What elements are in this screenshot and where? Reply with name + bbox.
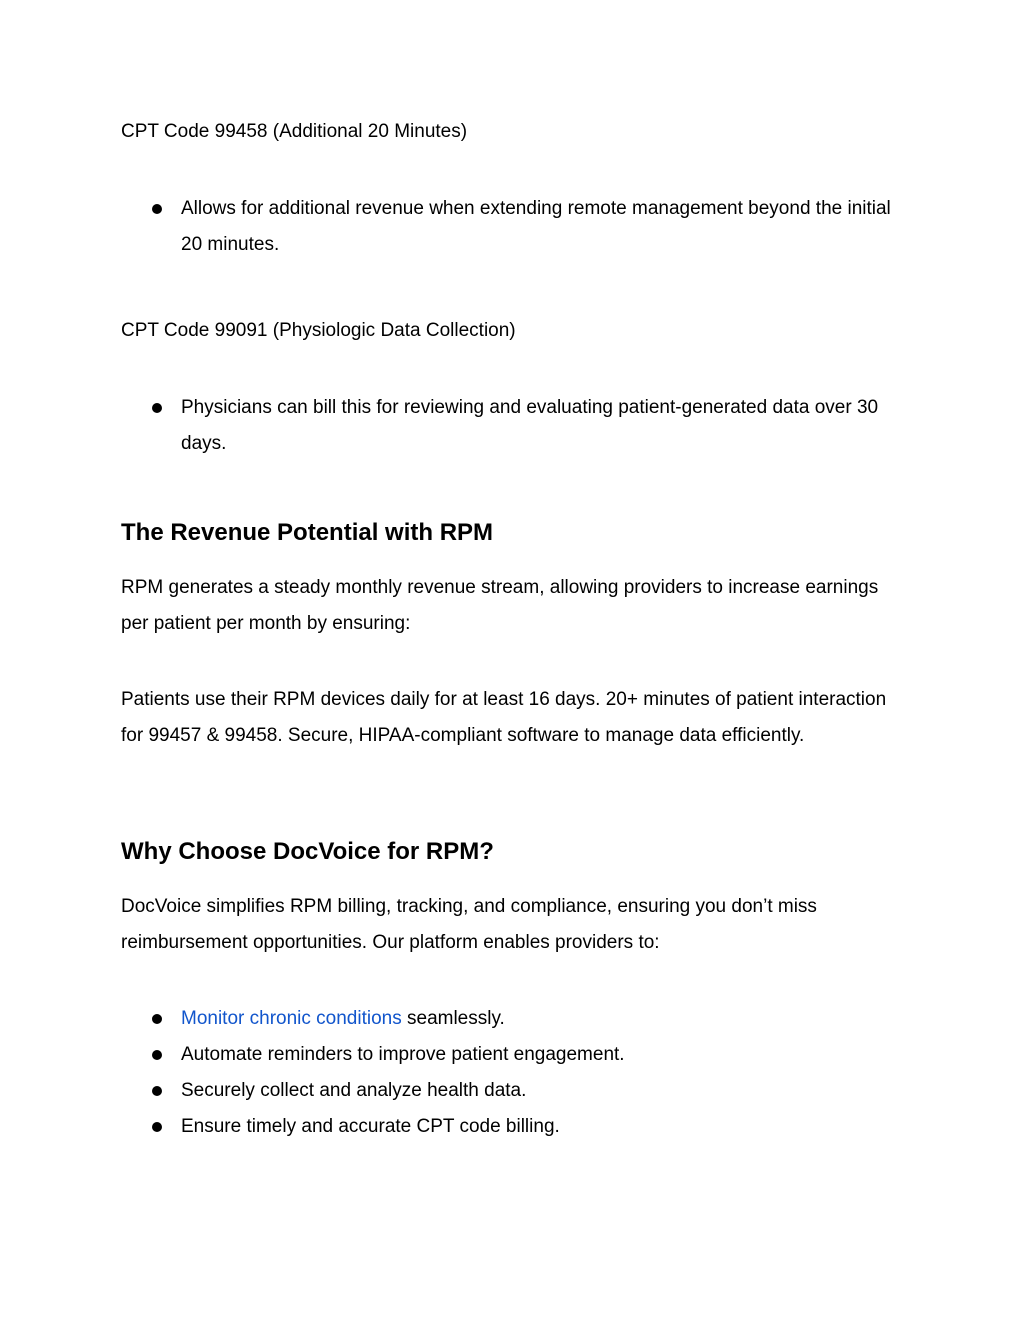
list-item [121, 1109, 911, 1145]
bullet-icon [152, 204, 162, 214]
cpt-99458-list [121, 191, 911, 263]
list-item-text: Allows for additional revenue when extending remote management beyond the initial 20 minutes. [181, 198, 891, 255]
bullet-icon [152, 1050, 162, 1060]
list-item-text: Securely collect and analyze health data. [181, 1080, 527, 1101]
list-item [121, 390, 911, 462]
list-item [121, 1073, 911, 1109]
revenue-intro-paragraph: RPM generates a steady monthly revenue stream, allowing providers to increase earnings per patient per month by ensuring: [121, 577, 879, 634]
revenue-details-paragraph: Patients use their RPM devices daily for at least 16 days. 20+ minutes of patient interaction for 99457 & 99458. Secure, HIPAA-compliant software to manage data efficiently. [121, 689, 887, 746]
list-item-text: seamlessly. [401, 1008, 505, 1029]
list-item [121, 1037, 911, 1073]
docvoice-intro-paragraph: DocVoice simplifies RPM billing, tracking, and compliance, ensuring you don’t miss reimbursement opportunities. Our platform enables providers to: [121, 896, 817, 953]
bullet-icon [152, 1014, 162, 1024]
bullet-icon [152, 1122, 162, 1132]
list-item-text: Physicians can bill this for reviewing and evaluating patient-generated data over 30 days. [181, 397, 879, 454]
list-item-text: Ensure timely and accurate CPT code billing. [181, 1116, 560, 1137]
monitor-chronic-conditions-link[interactable]: Monitor chronic conditions [181, 1008, 402, 1029]
docvoice-section-title: Why Choose DocVoice for RPM? [121, 838, 494, 865]
bullet-icon [152, 1086, 162, 1096]
list-item [121, 191, 911, 263]
revenue-section-title: The Revenue Potential with RPM [121, 519, 494, 546]
list-item-text: Automate reminders to improve patient engagement. [181, 1044, 625, 1065]
docvoice-benefits-list [121, 1001, 911, 1145]
cpt-99458-heading: CPT Code 99458 (Additional 20 Minutes) [121, 121, 468, 142]
cpt-99091-heading: CPT Code 99091 (Physiologic Data Collection) [121, 320, 516, 341]
list-item [121, 1001, 911, 1037]
cpt-99091-list [121, 390, 911, 462]
bullet-icon [152, 403, 162, 413]
